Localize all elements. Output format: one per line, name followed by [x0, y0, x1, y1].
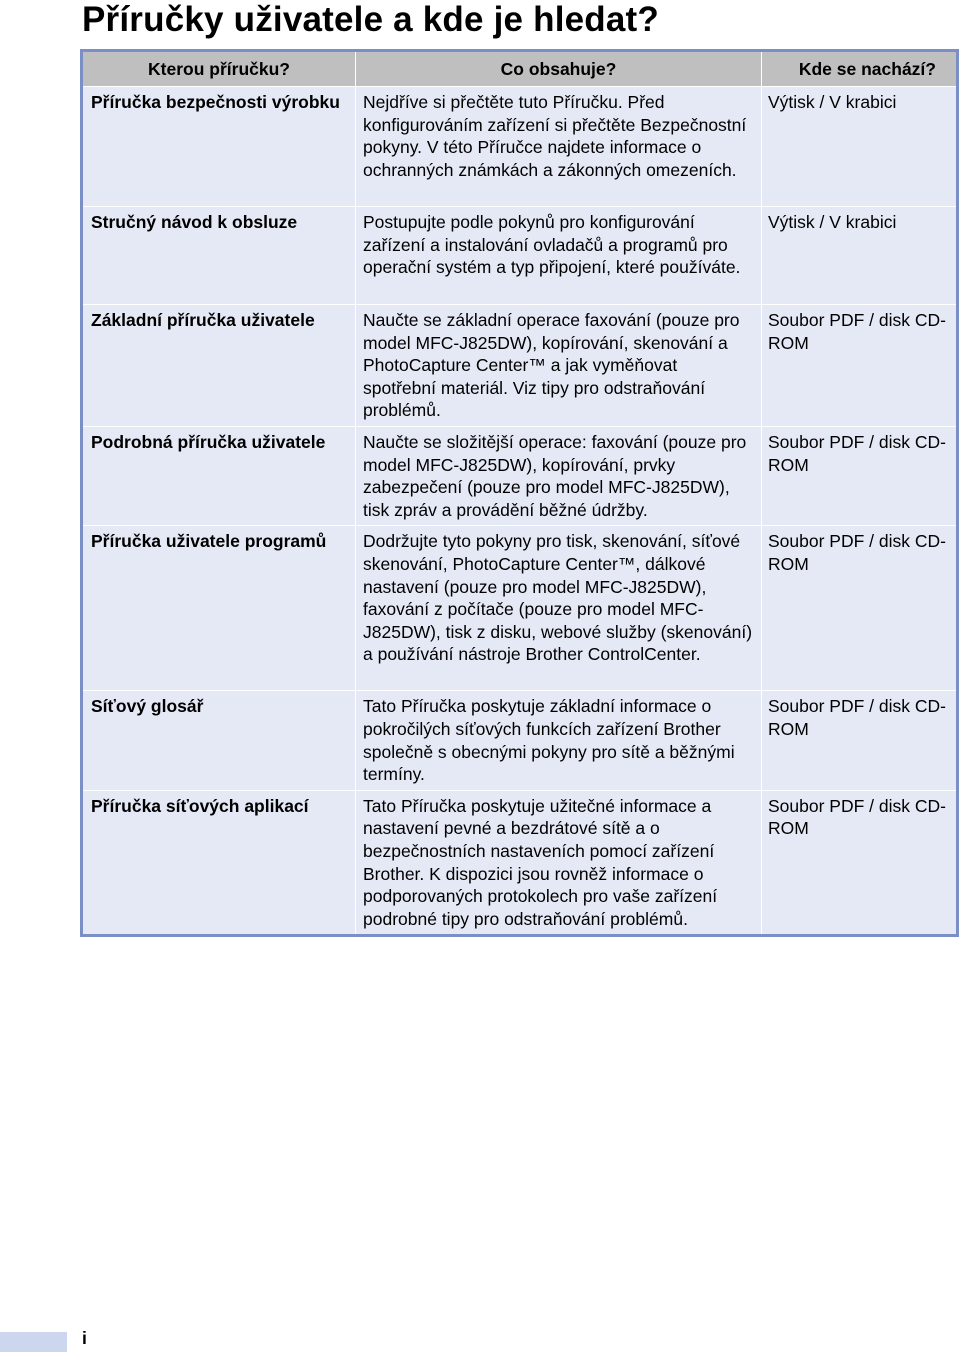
table-row — [82, 426, 958, 525]
table-row — [82, 207, 958, 305]
guide-description: Tato Příručka poskytuje základní informace o pokročilých síťových funkcích zařízení Brother společně s obecnými pokyny pro sítě a běžnými termíny. — [356, 691, 762, 790]
guide-description: Dodržujte tyto pokyny pro tisk, skenování, síťové skenování, PhotoCapture Center™, dálkové nastavení (pouze pro model MFC-J825DW), faxování z počítače (pouze pro model MFC-J825DW), tisk z disku, webové služby (skenování) a používání nástroje Brother ControlCenter. — [356, 526, 762, 691]
footer-tab — [0, 1332, 67, 1352]
guide-name: Příručka bezpečnosti výrobku — [82, 87, 356, 207]
table-header-row — [82, 51, 958, 87]
column-header-contents: Co obsahuje? — [356, 51, 762, 87]
guide-name: Příručka síťových aplikací — [82, 790, 356, 936]
guide-location: Soubor PDF / disk CD-ROM — [762, 691, 958, 790]
table-row — [82, 87, 958, 207]
guide-name: Stručný návod k obsluze — [82, 207, 356, 305]
column-header-location: Kde se nachází? — [762, 51, 958, 87]
guide-location: Výtisk / V krabici — [762, 207, 958, 305]
page-title: Příručky uživatele a kde je hledat? — [82, 0, 659, 39]
page-number: i — [82, 1328, 87, 1348]
table-row — [82, 790, 958, 936]
table-row — [82, 526, 958, 691]
guides-table — [80, 49, 959, 937]
guide-name: Základní příručka uživatele — [82, 305, 356, 427]
guide-name: Síťový glosář — [82, 691, 356, 790]
table-row — [82, 305, 958, 427]
table-row — [82, 691, 958, 790]
guide-location: Soubor PDF / disk CD-ROM — [762, 305, 958, 427]
guide-location: Soubor PDF / disk CD-ROM — [762, 526, 958, 691]
guide-description: Nejdříve si přečtěte tuto Příručku. Před konfigurováním zařízení si přečtěte Bezpečnostní pokyny. V této Příručce najdete informace o ochranných známkách a zákonných omezeních. — [356, 87, 762, 207]
guide-description: Postupujte podle pokynů pro konfigurování zařízení a instalování ovladačů a programů pro operační systém a typ připojení, které používáte. — [356, 207, 762, 305]
guide-description: Naučte se složitější operace: faxování (pouze pro model MFC-J825DW), kopírování, prvky zabezpečení (pouze pro model MFC-J825DW), tisk zpráv a provádění běžné údržby. — [356, 426, 762, 525]
guide-location: Soubor PDF / disk CD-ROM — [762, 790, 958, 936]
guide-description: Tato Příručka poskytuje užitečné informace a nastavení pevné a bezdrátové sítě a o bezpečnostních nastaveních pomocí zařízení Brother. K dispozici jsou rovněž informace o podporovaných protokolech pro vaše zařízení podrobné tipy pro odstraňování problémů. — [356, 790, 762, 936]
guide-name: Podrobná příručka uživatele — [82, 426, 356, 525]
guide-description: Naučte se základní operace faxování (pouze pro model MFC-J825DW), kopírování, skenování a PhotoCapture Center™ a jak vyměňovat spotřební materiál. Viz tipy pro odstraňování problémů. — [356, 305, 762, 427]
guide-location: Výtisk / V krabici — [762, 87, 958, 207]
guide-location: Soubor PDF / disk CD-ROM — [762, 426, 958, 525]
column-header-which-guide: Kterou příručku? — [82, 51, 356, 87]
guide-name: Příručka uživatele programů — [82, 526, 356, 691]
